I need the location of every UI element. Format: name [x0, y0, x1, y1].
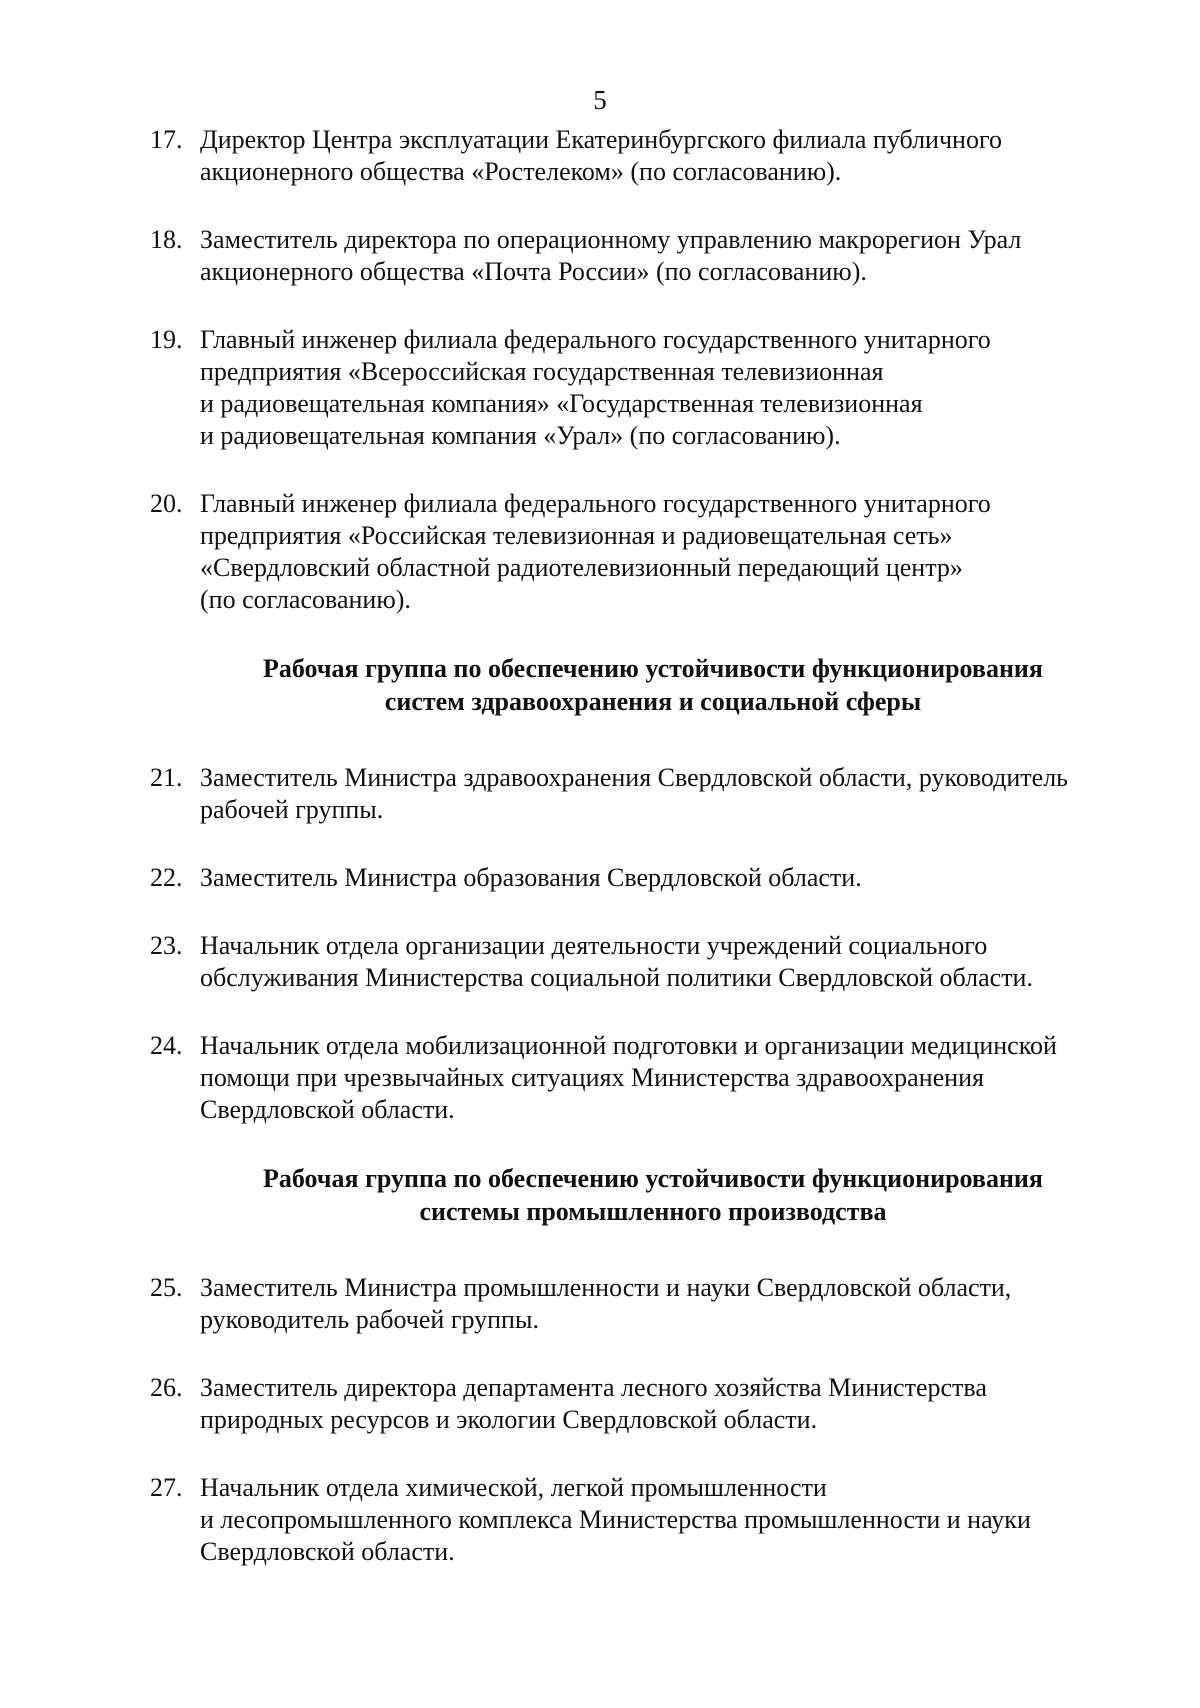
section-healthcare — [150, 652, 1160, 1126]
item-number: 19. — [150, 325, 183, 354]
item-line: природных ресурсов и экологии Свердловской области. — [200, 1405, 818, 1434]
heading-line: Рабочая группа по обеспечению устойчивости функционирования — [263, 654, 1043, 683]
list-item-27 — [150, 1472, 1160, 1568]
section-heading — [150, 1162, 1160, 1228]
item-line: обслуживания Министерства социальной политики Свердловской области. — [200, 963, 1033, 992]
heading-line: систем здравоохранения и социальной сферы — [384, 687, 922, 716]
item-number: 25. — [150, 1273, 183, 1302]
list-item-18 — [150, 224, 1160, 288]
item-line: Главный инженер филиала федерального государственного унитарного — [200, 489, 991, 518]
item-line: акционерного общества «Почта России» (по согласованию). — [200, 257, 867, 286]
heading-line: системы промышленного производства — [419, 1197, 887, 1226]
item-text — [200, 1030, 1160, 1126]
list-item-23 — [150, 930, 1160, 994]
item-number: 27. — [150, 1473, 183, 1502]
item-text — [200, 1272, 1160, 1336]
item-line: рабочей группы. — [200, 795, 384, 824]
list-item-21 — [150, 762, 1160, 826]
item-number: 26. — [150, 1373, 183, 1402]
list-item-26 — [150, 1372, 1160, 1436]
document-body — [150, 124, 1160, 1604]
list-item-19 — [150, 324, 1160, 452]
item-number: 20. — [150, 489, 183, 518]
page-number: 5 — [593, 85, 607, 115]
item-line: Заместитель директора по операционному управлению макрорегион Урал — [200, 225, 1022, 254]
section-heading — [150, 652, 1160, 718]
list-item-20 — [150, 488, 1160, 616]
item-line: помощи при чрезвычайных ситуациях Министерства здравоохранения — [200, 1063, 984, 1092]
item-text — [200, 1372, 1160, 1436]
item-line: Начальник отдела химической, легкой промышленности — [200, 1473, 827, 1502]
item-line: руководитель рабочей группы. — [200, 1305, 539, 1334]
item-line: (по согласованию). — [200, 585, 411, 614]
item-number: 24. — [150, 1031, 183, 1060]
item-line: Главный инженер филиала федерального государственного унитарного — [200, 325, 991, 354]
list-item-25 — [150, 1272, 1160, 1336]
section-communications — [150, 124, 1160, 616]
item-text — [200, 324, 1160, 452]
item-line: Заместитель Министра образования Свердловской области. — [200, 863, 862, 892]
item-line: предприятия «Российская телевизионная и радиовещательная сеть» — [200, 521, 953, 550]
heading-line: Рабочая группа по обеспечению устойчивости функционирования — [263, 1164, 1043, 1193]
section-industry — [150, 1162, 1160, 1568]
item-line: Начальник отдела мобилизационной подготовки и организации медицинской — [200, 1031, 1057, 1060]
item-line: Директор Центра эксплуатации Екатеринбургского филиала публичного — [200, 125, 1002, 154]
item-text — [200, 124, 1160, 188]
item-line: и радиовещательная компания» «Государственная телевизионная — [200, 389, 923, 418]
item-number: 21. — [150, 763, 183, 792]
list-item-22 — [150, 862, 1160, 894]
item-line: Заместитель директора департамента лесного хозяйства Министерства — [200, 1373, 987, 1402]
item-line: предприятия «Всероссийская государственная телевизионная — [200, 357, 884, 386]
item-text — [200, 930, 1160, 994]
item-number: 18. — [150, 225, 183, 254]
list-item-17 — [150, 124, 1160, 188]
item-text — [200, 488, 1160, 616]
item-text — [200, 1472, 1160, 1568]
item-number: 23. — [150, 931, 183, 960]
item-line: Свердловской области. — [200, 1537, 455, 1566]
item-text — [200, 224, 1160, 288]
item-line: акционерного общества «Ростелеком» (по согласованию). — [200, 157, 842, 186]
item-text — [200, 762, 1160, 826]
item-line: Свердловской области. — [200, 1095, 455, 1124]
item-line: Заместитель Министра промышленности и науки Свердловской области, — [200, 1273, 1012, 1302]
list-item-24 — [150, 1030, 1160, 1126]
item-text — [200, 862, 1160, 894]
item-line: «Свердловский областной радиотелевизионный передающий центр» — [200, 553, 963, 582]
item-number: 17. — [150, 125, 183, 154]
item-line: и радиовещательная компания «Урал» (по согласованию). — [200, 421, 841, 450]
item-line: и лесопромышленного комплекса Министерства промышленности и науки — [200, 1505, 1031, 1534]
item-line: Заместитель Министра здравоохранения Свердловской области, руководитель — [200, 763, 1069, 792]
item-number: 22. — [150, 863, 183, 892]
item-line: Начальник отдела организации деятельности учреждений социального — [200, 931, 988, 960]
